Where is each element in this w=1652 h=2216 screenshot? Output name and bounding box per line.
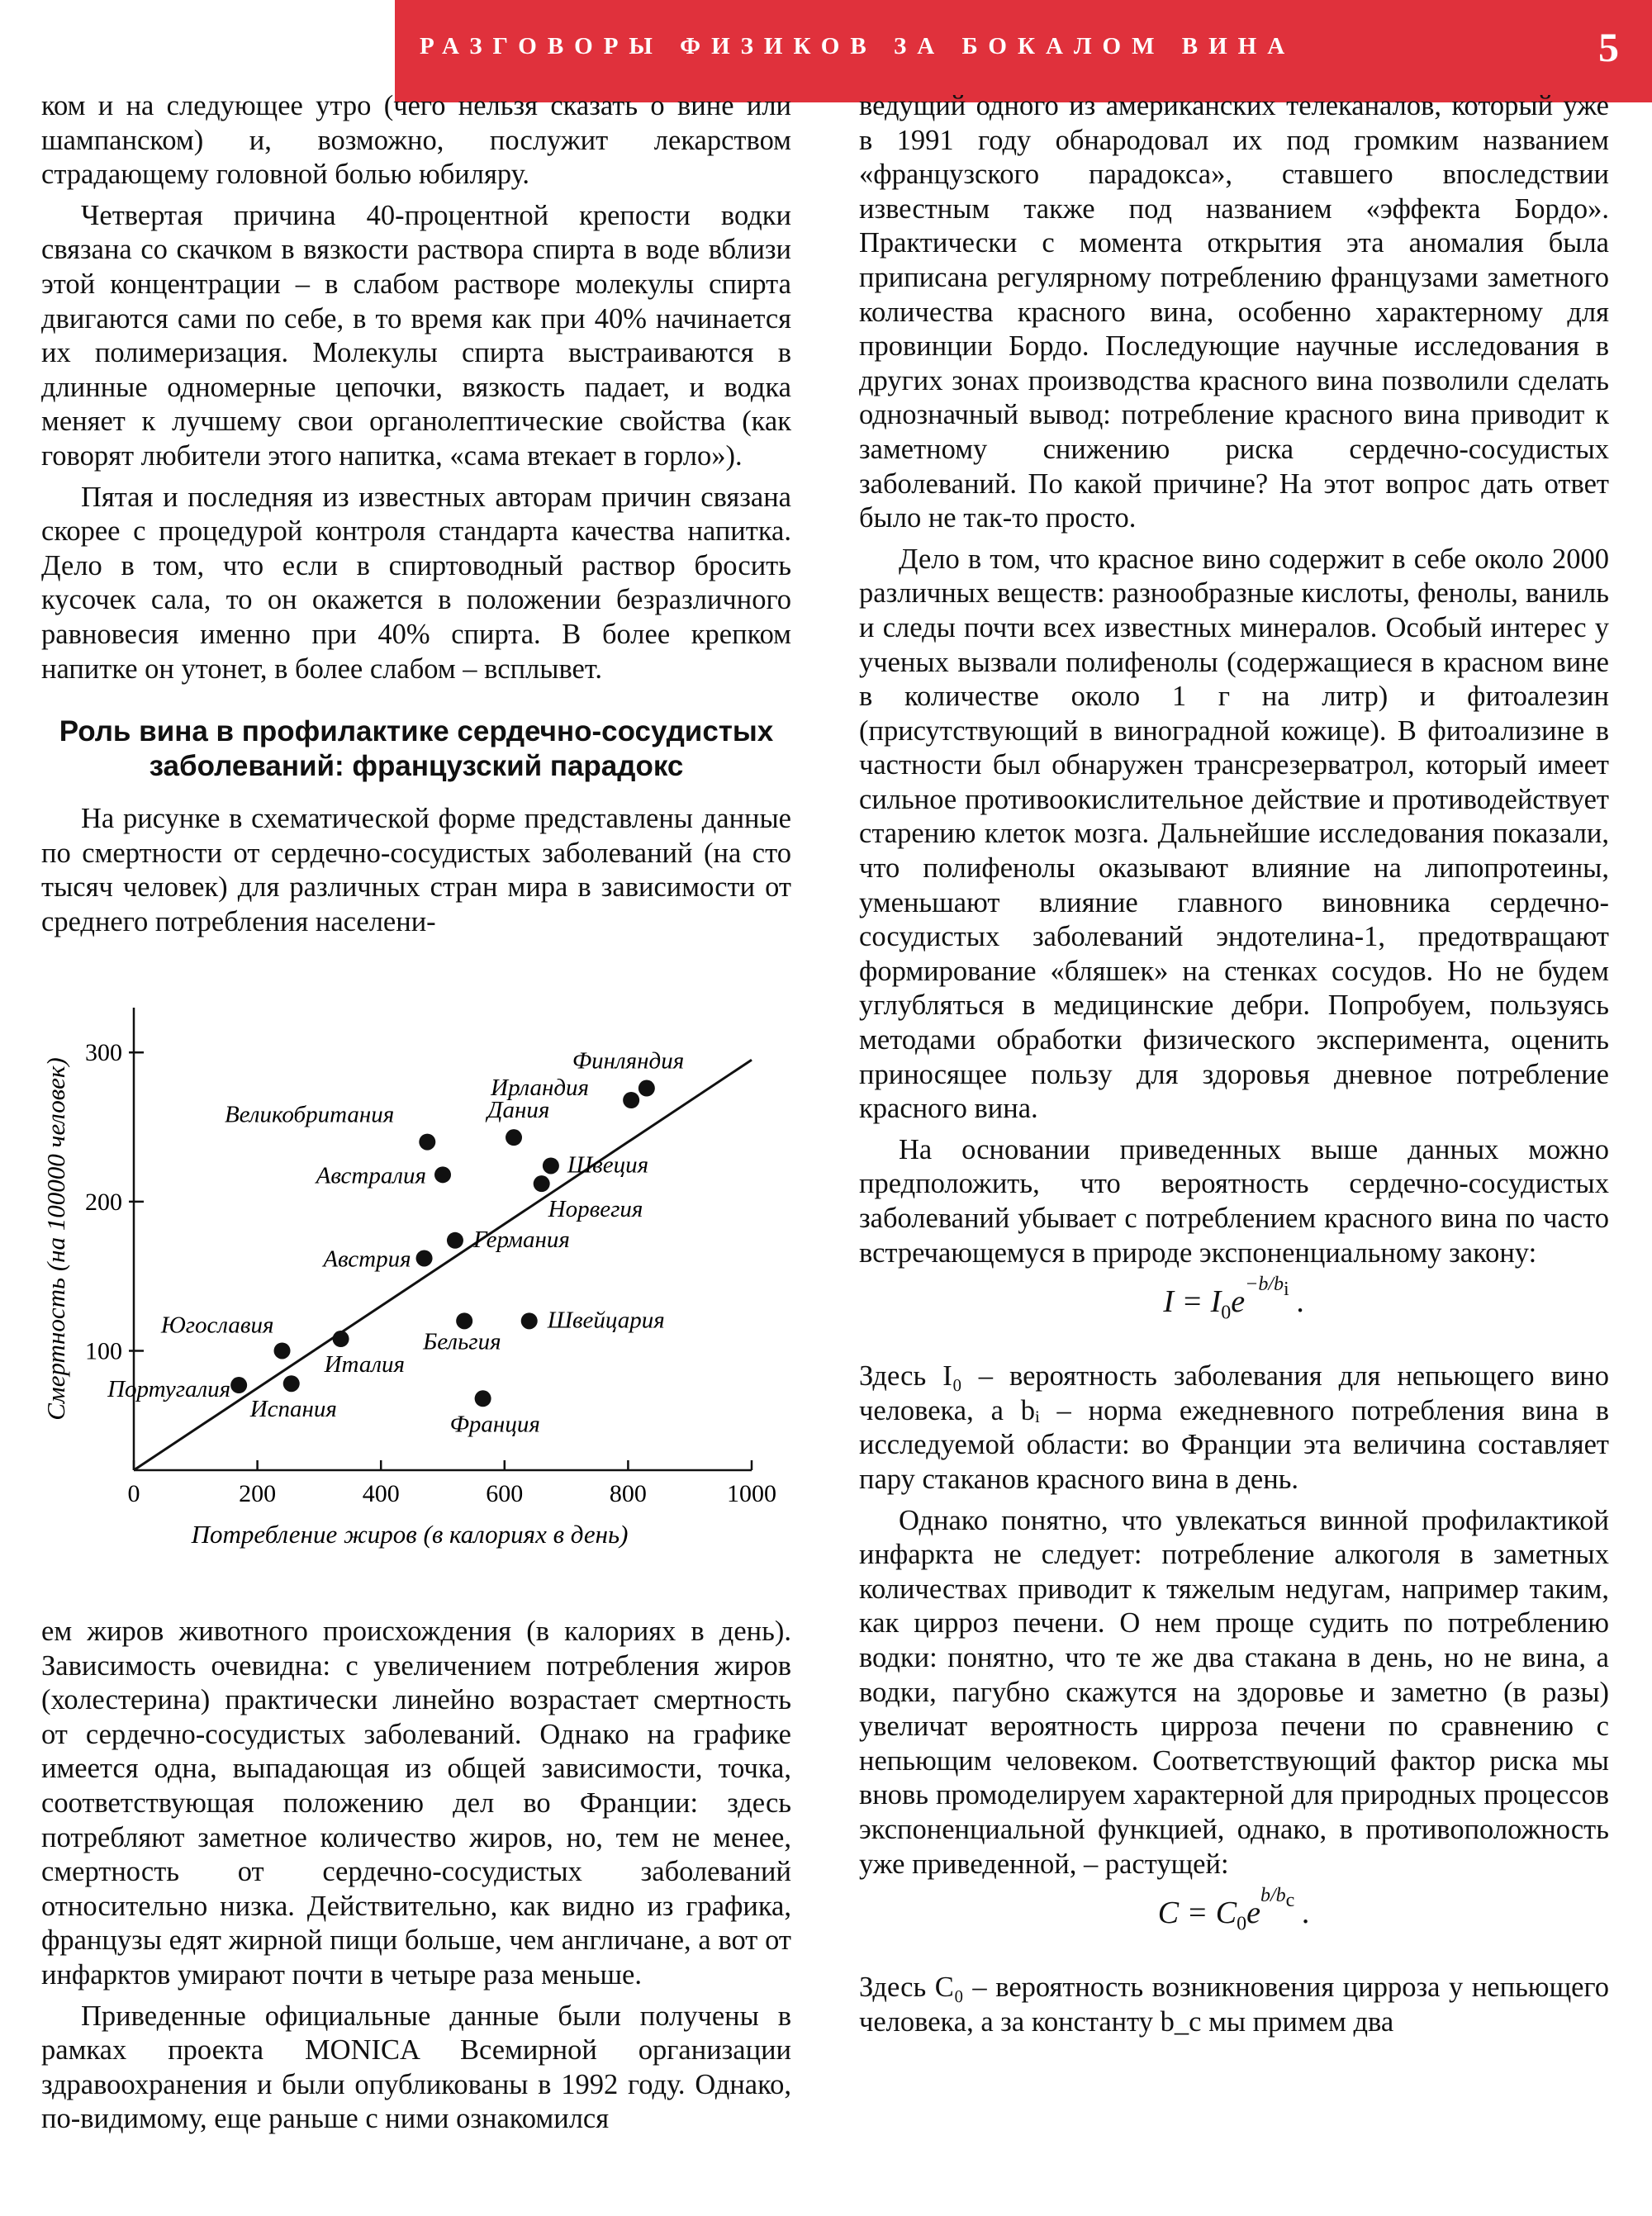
point-label: Португалия — [107, 1376, 231, 1403]
y-tick-label: 100 — [85, 1337, 122, 1365]
paragraph: На рисунке в схематической форме представлены данные по смертности от сердечно-сосудистых заболеваний (на сто тысяч человек) для различных стран мира в зависимости от среднего потребления населени- — [41, 803, 791, 937]
x-tick-label: 0 — [127, 1480, 140, 1507]
x-tick-label: 200 — [239, 1480, 277, 1507]
paragraph: Четвертая причина 40-процентной крепости водки связана со скачком в вязкости раствора спирта в воде вблизи этой концентрации – в слабом растворе молекулы спирта двигаются сами по себе, в то время как при 40% начинается их полимеризация. Молекулы спирта выстраиваются в длинные одномерные цепочки, вязкость падает, и водка меняет к лучшему свои органолептические свойства (как говорят любители этого напитка, «сама втекает в горло»). — [41, 199, 791, 472]
paragraph: ведущий одного из американских телеканалов, который уже в 1991 году обнародовал их под громким названием «французского парадокса», ставшего впоследствии известным также под названием «эффекта Бордо». Практически с момента открытия эта аномалия была приписана регулярному потреблению французами заметного количества красного вина, особенно характерному для провинции Бордо. Последующие научные исследования в других зонах производства красного вина позволили сделать однозначный вывод: потребление красного вина приводит к заметному снижению риска сердечно-сосудистых заболеваний. По какой причине? На этот вопрос дать ответ было не так-то просто. — [859, 90, 1609, 534]
data-point — [333, 1331, 349, 1347]
data-point — [416, 1250, 433, 1266]
point-label: Югославия — [160, 1312, 274, 1339]
data-point — [434, 1166, 451, 1183]
y-tick-label: 300 — [85, 1039, 122, 1067]
data-point — [534, 1175, 550, 1192]
data-point — [456, 1312, 472, 1329]
paragraph: Здесь C₀ – вероятность возникновения цирроза у непьющего человека, а за константу b_c мы примем два — [859, 1972, 1609, 2038]
paragraph: Приведенные официальные данные были получены в рамках проекта MONICA Всемирной организации здравоохранения и были опубликованы в 1992 году. Однако, по-видимому, еще раньше с ними ознакомился — [41, 2000, 791, 2135]
point-label: Швейцария — [547, 1307, 665, 1334]
data-point — [506, 1129, 522, 1146]
data-point — [283, 1375, 300, 1392]
data-point — [274, 1342, 291, 1359]
point-label: Швеция — [567, 1151, 649, 1179]
x-axis-label: Потребление жиров (в калориях в день) — [191, 1520, 629, 1549]
point-label: Италия — [324, 1351, 405, 1378]
paragraph: ком и на следующее утро (чего нельзя сказать о вине или шампанском) и, возможно, послужит лекарством страдающему головной болью юбиляру. — [41, 90, 791, 191]
x-tick-label: 400 — [362, 1480, 400, 1507]
paragraph: Однако понятно, что увлекаться винной профилактикой инфаркта не следует: потребление алкоголя в заметных количествах приводит к тяжелым недугам, например таким, как цирроз печени. О нем проще судить по потреблению водки: понятно, что те же два стакана в день, но не вина, а водки, пагубно скажутся на здоровье и заметно (в разы) увеличат вероятность цирроза печени по сравнению с непьющим человеком. Соответствующий фактор риска мы вновь промоделируем характерной для природных процессов экспоненциальной функцией, однако, в противоположность уже приведенной, – растущей: — [859, 1504, 1609, 1880]
x-tick-label: 1000 — [727, 1480, 776, 1507]
paragraph: На основании приведенных выше данных можно предположить, что вероятность сердечно-сосудистых заболеваний убывает с потреблением красного вина по часто встречающемуся в природе экспоненциальному закону: — [859, 1133, 1609, 1269]
x-tick-label: 800 — [609, 1480, 647, 1507]
y-tick-label: 200 — [85, 1188, 122, 1216]
point-label: Бельгия — [423, 1328, 501, 1355]
y-axis-label: Смертность (на 100000 человек) — [41, 1057, 70, 1421]
point-label: Финляндия — [572, 1047, 685, 1075]
scatter-chart — [41, 991, 801, 1594]
point-label: Дания — [487, 1097, 550, 1124]
paragraph: Здесь I₀ – вероятность заболевания для непьющего вино человека, а bᵢ – норма ежедневного потребления вина в исследуемой области: во Франции эта величина составляет пару стаканов красного вина в день. — [859, 1360, 1609, 1495]
data-point — [521, 1312, 538, 1329]
left-column — [41, 89, 791, 946]
point-label: Германия — [472, 1226, 570, 1253]
section-heading: Роль вина в профилактике сердечно-сосудистых заболеваний: французский парадокс — [59, 715, 774, 783]
x-tick-label: 600 — [486, 1480, 524, 1507]
data-point — [230, 1377, 247, 1393]
data-point — [419, 1134, 435, 1151]
formula-exponential-growth: $C = C_0e^{b/b_c}$ . — [1157, 1885, 1311, 1935]
point-label: Австрия — [323, 1246, 411, 1273]
right-column — [859, 89, 1609, 2046]
left-column-lower — [41, 1615, 791, 2143]
point-label: Великобритания — [224, 1101, 395, 1128]
paragraph: Пятая и последняя из известных авторам причин связана скорее с процедурой контроля стандарта качества напитка. Дело в том, что если в спиртоводный раствор бросить кусочек сала, то он окажется в положении безразличного равновесия именно при 40% спирта. В более крепком напитке он утонет, в более слабом – всплывет. — [41, 481, 791, 685]
point-label: Франция — [449, 1411, 540, 1438]
paragraph: Дело в том, что красное вино содержит в себе около 2000 различных веществ: разнообразные кислоты, фенолы, ваниль и следы почти всех известных минералов. Особый интерес у ученых вызвали полифенолы (содержащиеся в красном вине в количестве около 1 г на литр) и фитоалезин (присутствующий в виноградной кожице). В фитоализине в частности был обнаружен трансрезерватрол, который имеет сильное противоокислительное действие и противодействует старению клеток мозга. Дальнейшие исследования показали, что полифенолы оказывают влияние на липопротеины, уменьшают влияние главного виновника сердечно-сосудистых заболеваний эндотелина-1, предотвращают формирование «бляшек» на стенках сосудов. Но не будем углубляться в медицинские дебри. Попробуем, пользуясь методами обработки физического эксперимента, оценить приносящее пользу для здоровья дневное потребление красного вина. — [859, 543, 1609, 1125]
data-point — [447, 1232, 463, 1249]
data-point — [638, 1080, 655, 1097]
point-label: Австралия — [316, 1162, 426, 1189]
data-point — [623, 1092, 639, 1108]
point-label: Ирландия — [491, 1075, 590, 1101]
formula-exponential-decay: $I = I_0e^{-b/b_i}$ . — [1163, 1274, 1305, 1324]
data-point — [475, 1390, 491, 1407]
point-label: Испания — [249, 1396, 337, 1423]
point-label: Норвегия — [548, 1196, 643, 1223]
data-point — [543, 1157, 559, 1174]
chart-svg — [41, 991, 801, 1594]
page-number: 5 — [1598, 24, 1619, 70]
running-head: РАЗГОВОРЫ ФИЗИКОВ ЗА БОКАЛОМ ВИНА — [420, 33, 1296, 59]
paragraph: ем жиров животного происхождения (в калориях в день). Зависимость очевидна: с увеличением потребления жиров (холестерина) практически линейно возрастает смертность от сердечно-сосудистых заболеваний. Однако на графике имеется одна, выпадающая из общей зависимости, точка, соответствующая положению дел во Франции: здесь потребляют заметное количество жиров, но, тем не менее, смертность от сердечно-сосудистых заболеваний относительно низка. Действительно, как видно из графика, французы едят жирной пищи больше, чем англичане, а вот от инфарктов умирают почти в четыре раза меньше. — [41, 1616, 791, 1991]
